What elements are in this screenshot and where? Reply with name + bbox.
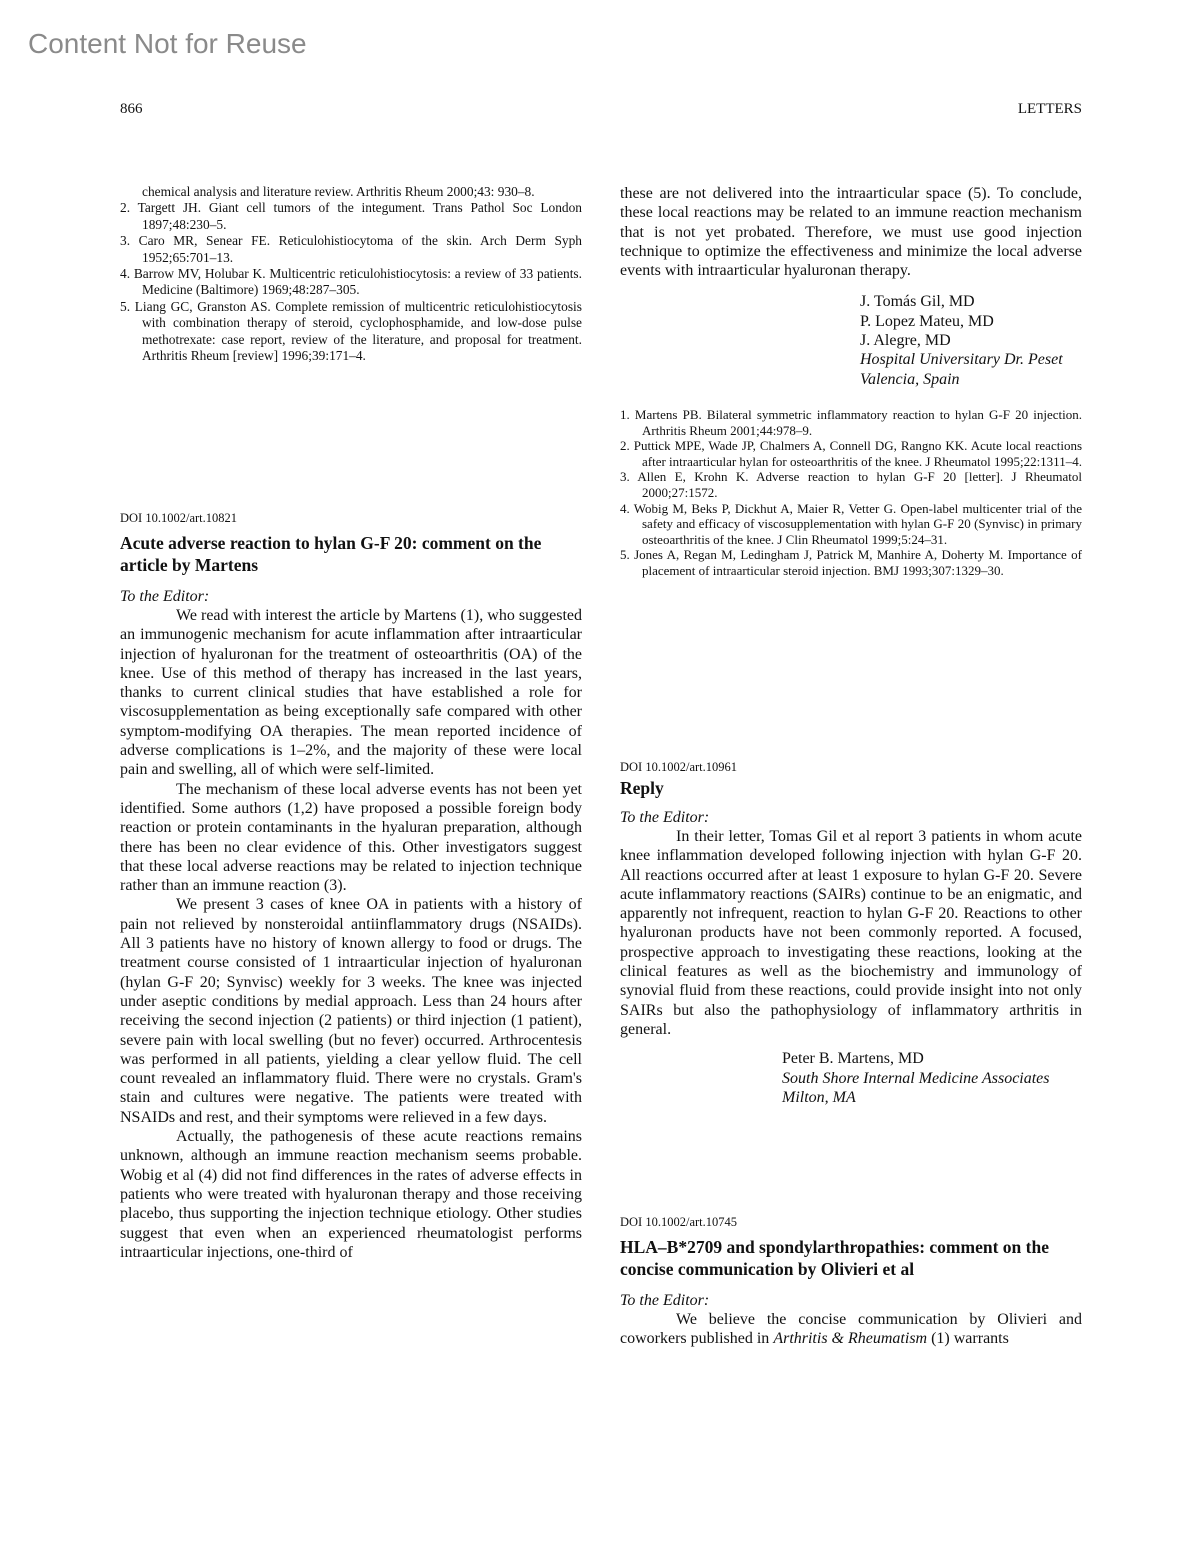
paragraph (620, 1310, 1082, 1349)
paragraph: In their letter, Tomas Gil et al report 3 patients in whom acute knee inflammation developed following injection with hylan G-F 20. All reactions occurred after at least 1 exposure to hylan G-F 20. Severe acute inflammatory reactions (SAIRs) continue to be an enigmatic, and apparently not infrequent, reaction to hylan G-F 20. Reactions to other hyaluronan products have not been commonly reported. A focused, prospective approach to investigating these reactions, looking at the clinical features as well as the biochemistry and immunology of synovial fluid from these reactions, could provide insight into not only SAIRs but also the pathophysiology of inflammatory arthritis in general. (620, 828, 1082, 1038)
letter-1-continued (620, 184, 1082, 579)
letter-body (120, 606, 582, 1262)
salutation: To the Editor: (120, 588, 210, 605)
letter-3 (620, 1215, 1082, 1349)
affiliation: South Shore Internal Medicine Associates (782, 1069, 1050, 1087)
left-column (120, 184, 582, 364)
article-title: Acute adverse reaction to hylan G-F 20: comment on the article by Martens (120, 533, 542, 575)
doi: DOI 10.1002/art.10745 (620, 1215, 737, 1229)
reference-item: 4. Barrow MV, Holubar K. Multicentric reticulohistiocytosis: a review of 33 patients. Medicine (Baltimore) 1969;48:287–305. (120, 266, 582, 298)
watermark: Content Not for Reuse (28, 28, 307, 59)
affiliation: Valencia, Spain (860, 370, 960, 388)
paragraph: The mechanism of these local adverse events has not been yet identified. Some authors (1,2) have proposed a possible foreign body reaction or protein contaminants in the hyaluran preparation, although there has been no clear evidence of this. Other investigators suggest that these local adverse reactions may be related to injection technique rather than an immune reaction (3). (120, 780, 582, 895)
reference-item: 3. Allen E, Krohn K. Adverse reaction to hylan G-F 20 [letter]. J Rheumatol 2000;27:1572. (620, 469, 1082, 500)
salutation: To the Editor: (620, 1292, 710, 1309)
section-title: LETTERS (1017, 101, 1082, 117)
reference-list (620, 407, 1082, 579)
salutation: To the Editor: (620, 809, 710, 826)
text: We believe the concise communication by Olivieri and coworkers published in (620, 1311, 1082, 1348)
author: Peter B. Martens, MD (782, 1050, 924, 1068)
reference-item: 2. Targett JH. Giant cell tumors of the integument. Trans Pathol Soc London 1897;48:230–5. (120, 200, 582, 232)
author: P. Lopez Mateu, MD (860, 312, 994, 330)
author: J. Tomás Gil, MD (860, 293, 975, 311)
paragraph: We present 3 cases of knee OA in patients with a history of pain not relieved by nonsteroidal antiinflammatory drugs (NSAIDs). All 3 patients have no history of known allergy to food or drugs. The treatment course consisted of 1 intraarticular injection of hyaluronan (hylan G-F 20; Synvisc) weekly for 3 weeks. The knee was injected under aseptic conditions by medial approach. Less than 24 hours after receiving the second injection (2 patients) or third injection (1 patient), severe pain with local swelling (but no fever) occurred. Arthrocentesis was performed in all patients, yielding a clear yellow fluid. The cell count revealed an inflammatory fluid. There were no crystals. Gram's stain and cultures were negative. The patients were treated with NSAIDs and rest, and their symptoms were relieved in a few days. (120, 896, 582, 1126)
reference-item: 5. Jones A, Regan M, Ledingham J, Patrick M, Manhire A, Doherty M. Importance of placement of intraarticular steroid injection. BMJ 1993;307:1329–30. (620, 547, 1082, 578)
affiliation: Milton, MA (782, 1088, 856, 1106)
article-title: HLA–B*2709 and spondylarthropathies: comment on the concise communication by Olivieri et al (620, 1237, 1049, 1279)
reference-item: 2. Puttick MPE, Wade JP, Chalmers A, Connell DG, Rangno KK. Acute local reactions after intraarticular hylan for osteoarthritis of the knee. J Rheumatol 1995;22:1311–4. (620, 438, 1082, 469)
letter-1 (120, 511, 582, 1262)
paragraph: We read with interest the article by Martens (1), who suggested an immunogenic mechanism for acute inflammation after intraarticular injection of hyaluronan for the treatment of osteoarthritis (OA) of the knee. Use of this method of therapy has increased in the last years, thanks to current clinical studies that have established a role for viscosupplementation as being exceptionally safe compared with other symptom-modifying OA therapies. The mean reported incidence of adverse complications is 1–2%, and the majority of these were local pain and swelling, all of which were self-limited. (120, 607, 582, 779)
article-title: Reply (620, 778, 664, 798)
journal-name: Arthritis & Rheumatism (773, 1330, 928, 1348)
reply-letter (620, 760, 1082, 1107)
author: J. Alegre, MD (860, 332, 951, 350)
reference-list-previous (120, 184, 582, 364)
paragraph: these are not delivered into the intraarticular space (5). To conclude, these local reactions may be related to an immune reaction mechanism that is not yet probated. Therefore, we must use good injection technique to optimize the effectiveness and minimize the local adverse events with intraarticular hyaluronan therapy. (620, 185, 1082, 280)
reference-item: 5. Liang GC, Granston AS. Complete remission of multicentric reticulohistiocytosis with combination therapy of steroid, cyclophosphamide, and low-dose pulse methotrexate: case report, review of the literature, and proposal for treatment. Arthritis Rheum [review] 1996;39:171–4. (120, 298, 582, 364)
page-number: 866 (120, 101, 143, 117)
signature-block (860, 292, 1082, 388)
reference-item: 4. Wobig M, Beks P, Dickhut A, Maier R, Vetter G. Open-label multicenter trial of the safety and efficacy of viscosupplementation with hylan G-F 20 (Synvisc) in primary osteoarthritis of the knee. J Clin Rheumatol 1999;5:24–31. (620, 500, 1082, 547)
signature-block (782, 1049, 1082, 1107)
doi: DOI 10.1002/art.10821 (120, 511, 237, 525)
text: (1) warrants (927, 1330, 1009, 1348)
reference-item: 1. Martens PB. Bilateral symmetric inflammatory reaction to hylan G-F 20 injection. Arthritis Rheum 2001;44:978–9. (620, 406, 1082, 438)
paragraph: Actually, the pathogenesis of these acute reactions remains unknown, although an immune reaction mechanism seems probable. Wobig et al (4) did not find differences in the rates of adverse effects in patients who were treated with hyaluronan therapy and those receiving placebo, thus supporting the injection technique etiology. Other studies suggest that even when an experienced rheumatologist performs intraarticular injections, one-third of (120, 1128, 582, 1261)
doi: DOI 10.1002/art.10961 (620, 760, 737, 774)
affiliation: Hospital Universitary Dr. Peset (860, 351, 1063, 369)
reference-item: 3. Caro MR, Senear FE. Reticulohistiocytoma of the skin. Arch Derm Syph 1952;65:701–13. (120, 233, 582, 265)
reference-item: chemical analysis and literature review. Arthritis Rheum 2000;43: 930–8. (142, 184, 535, 199)
